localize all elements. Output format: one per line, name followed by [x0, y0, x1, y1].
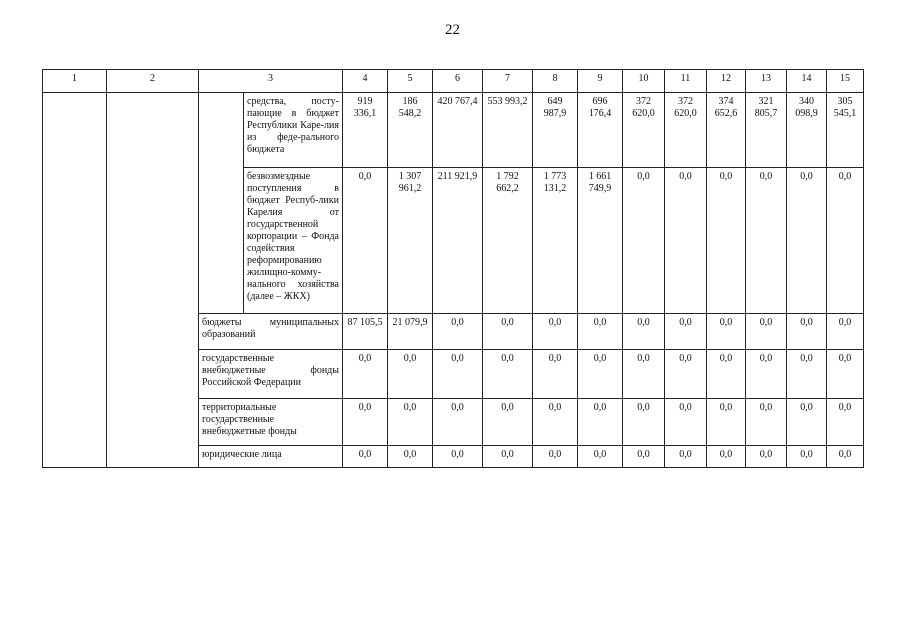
budget-table — [42, 69, 864, 468]
value-cell: 0,0 — [343, 446, 388, 468]
value-cell: 0,0 — [623, 446, 665, 468]
column-2-cell — [107, 93, 199, 468]
value-cell: 0,0 — [787, 168, 827, 314]
table-row — [43, 93, 864, 168]
value-cell: 0,0 — [707, 399, 746, 446]
value-cell: 0,0 — [746, 168, 787, 314]
value-cell: 0,0 — [665, 446, 707, 468]
value-cell: 372 620,0 — [623, 93, 665, 168]
value-cell: 696 176,4 — [578, 93, 623, 168]
column-header: 5 — [388, 70, 433, 93]
value-cell: 0,0 — [533, 399, 578, 446]
value-cell: 0,0 — [827, 350, 864, 399]
value-cell: 0,0 — [533, 314, 578, 350]
value-cell: 0,0 — [483, 446, 533, 468]
value-cell: 0,0 — [483, 314, 533, 350]
value-cell: 420 767,4 — [433, 93, 483, 168]
value-cell: 0,0 — [827, 446, 864, 468]
column-header: 9 — [578, 70, 623, 93]
value-cell: 0,0 — [707, 314, 746, 350]
value-cell: 0,0 — [707, 446, 746, 468]
value-cell: 0,0 — [343, 168, 388, 314]
value-cell: 321 805,7 — [746, 93, 787, 168]
value-cell: 0,0 — [665, 399, 707, 446]
value-cell: 0,0 — [578, 314, 623, 350]
value-cell: 0,0 — [433, 350, 483, 399]
row-label: средства, посту-пающие в бюджет Республики Каре-лия из феде-рального бюджета — [244, 93, 343, 168]
value-cell: 0,0 — [578, 350, 623, 399]
value-cell: 0,0 — [827, 314, 864, 350]
value-cell: 374 652,6 — [707, 93, 746, 168]
column-header: 12 — [707, 70, 746, 93]
value-cell: 0,0 — [746, 446, 787, 468]
column-header: 4 — [343, 70, 388, 93]
value-cell: 186 548,2 — [388, 93, 433, 168]
row-label: юридические лица — [199, 446, 343, 468]
value-cell: 553 993,2 — [483, 93, 533, 168]
value-cell: 0,0 — [746, 350, 787, 399]
value-cell: 0,0 — [746, 314, 787, 350]
value-cell: 211 921,9 — [433, 168, 483, 314]
column-header: 2 — [107, 70, 199, 93]
value-cell: 649 987,9 — [533, 93, 578, 168]
value-cell: 0,0 — [665, 168, 707, 314]
value-cell: 0,0 — [623, 350, 665, 399]
value-cell: 0,0 — [623, 168, 665, 314]
column-header: 10 — [623, 70, 665, 93]
value-cell: 0,0 — [746, 399, 787, 446]
column-header: 7 — [483, 70, 533, 93]
value-cell: 0,0 — [578, 399, 623, 446]
value-cell: 0,0 — [578, 446, 623, 468]
value-cell: 305 545,1 — [827, 93, 864, 168]
value-cell: 0,0 — [623, 399, 665, 446]
value-cell: 1 792 662,2 — [483, 168, 533, 314]
value-cell: 372 620,0 — [665, 93, 707, 168]
row-label: бюджеты муниципальных образований — [199, 314, 343, 350]
value-cell: 0,0 — [343, 399, 388, 446]
column-header: 1 — [43, 70, 107, 93]
value-cell: 1 307 961,2 — [388, 168, 433, 314]
column-header: 14 — [787, 70, 827, 93]
value-cell: 0,0 — [388, 350, 433, 399]
value-cell: 0,0 — [343, 350, 388, 399]
value-cell: 0,0 — [433, 446, 483, 468]
column-1-cell — [43, 93, 107, 468]
value-cell: 21 079,9 — [388, 314, 433, 350]
value-cell: 0,0 — [787, 350, 827, 399]
value-cell: 0,0 — [827, 168, 864, 314]
value-cell: 340 098,9 — [787, 93, 827, 168]
value-cell: 0,0 — [483, 350, 533, 399]
value-cell: 0,0 — [388, 399, 433, 446]
value-cell: 1 773 131,2 — [533, 168, 578, 314]
column-header: 6 — [433, 70, 483, 93]
value-cell: 0,0 — [665, 314, 707, 350]
value-cell: 0,0 — [707, 168, 746, 314]
column-header: 11 — [665, 70, 707, 93]
value-cell: 0,0 — [433, 399, 483, 446]
value-cell: 0,0 — [787, 446, 827, 468]
value-cell: 0,0 — [827, 399, 864, 446]
value-cell: 0,0 — [707, 350, 746, 399]
column-header: 13 — [746, 70, 787, 93]
value-cell: 0,0 — [533, 446, 578, 468]
column-header: 15 — [827, 70, 864, 93]
value-cell: 0,0 — [665, 350, 707, 399]
value-cell: 0,0 — [787, 314, 827, 350]
column-number-row — [43, 70, 864, 93]
value-cell: 0,0 — [433, 314, 483, 350]
value-cell: 919 336,1 — [343, 93, 388, 168]
row-label: территориальные государственные внебюджетные фонды — [199, 399, 343, 446]
column-3-indent-cell — [199, 93, 244, 314]
page-number: 22 — [445, 22, 460, 38]
value-cell: 0,0 — [623, 314, 665, 350]
value-cell: 1 661 749,9 — [578, 168, 623, 314]
row-label: безвозмездные поступления в бюджет Респуб-лики Карелия от государственной корпорации – Фонда содействия реформированию жилищно-комму-нального хозяйства (далее – ЖКХ) — [244, 168, 343, 314]
value-cell: 0,0 — [483, 399, 533, 446]
column-header: 3 — [199, 70, 343, 93]
value-cell: 0,0 — [533, 350, 578, 399]
row-label: государственные внебюджетные фонды Российской Федерации — [199, 350, 343, 399]
value-cell: 0,0 — [787, 399, 827, 446]
column-header: 8 — [533, 70, 578, 93]
value-cell: 87 105,5 — [343, 314, 388, 350]
value-cell: 0,0 — [388, 446, 433, 468]
